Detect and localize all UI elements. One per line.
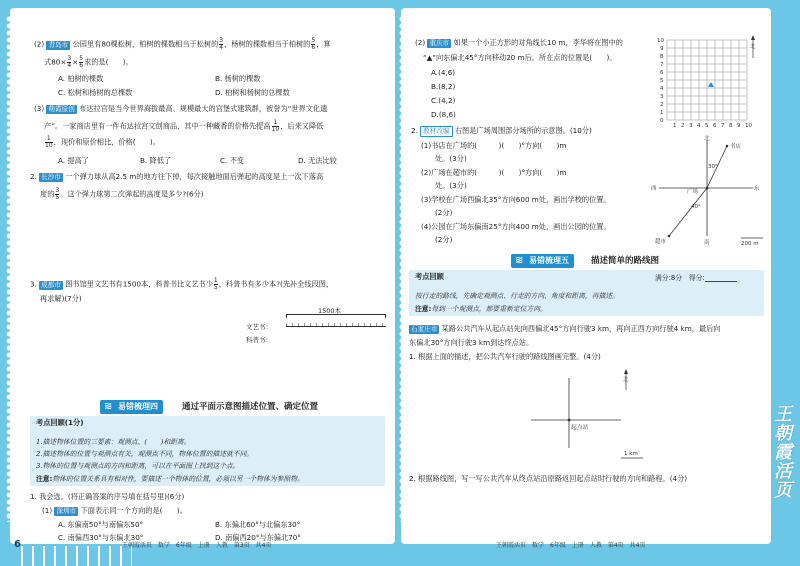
left-footer-text: 王朝霞活页 数学 6年级 上册 人教 第3页 共4页 — [122, 542, 272, 549]
q2-fraction-3 — [67, 56, 71, 69]
map-scale-label: 200 m — [741, 241, 759, 247]
map-item-2: (2)广场在超市的( )( )°方向( )m — [421, 168, 567, 177]
q2-f2-num: 5 — [311, 37, 316, 44]
grid-y-tick: 3 — [660, 94, 664, 100]
grid-y-tick: 0 — [660, 118, 664, 124]
review-line-1: 1.描述物体位置的三要素：观测点、( )和距离。 — [36, 438, 191, 446]
section-5-note — [415, 303, 547, 313]
section-5-score-text: 满分:8分 得分: — [655, 274, 705, 282]
p3-f-num: 1 — [213, 277, 218, 284]
grid-x-tick: 2 — [681, 123, 685, 129]
section-5-note-text: 每到一个观测点，都要重新定位方向。 — [431, 305, 547, 313]
r-q2-line1 — [415, 38, 623, 48]
market-line — [669, 188, 707, 236]
grid-x-tick: 7 — [721, 123, 725, 129]
p2-number: 2. — [30, 172, 37, 181]
grid-x-tick: 3 — [689, 123, 693, 129]
choose-title: 1. 我会选。(将正确答案的序号填在括号里)(6分) — [30, 492, 185, 501]
page-number: 6 — [14, 539, 21, 550]
section-4-banner — [100, 400, 380, 414]
p3-city-tag: 成都市 — [41, 280, 61, 289]
section-5-banner — [511, 254, 761, 268]
q2-f4-num: 5 — [79, 55, 84, 62]
section-4-tag: ≋ 易错梳理四 — [100, 400, 163, 414]
map-intro-text: 右图是广场周围部分场所的示意图。(10分) — [454, 126, 592, 135]
q3-line1 — [34, 104, 327, 114]
q2-option-d[interactable]: D. 柏树和杨树的总棵数 — [215, 88, 290, 97]
q2-expr-a: 式80× — [44, 57, 67, 67]
segment-wenyi-label: 文艺书： — [246, 323, 272, 331]
q3-number: (3) — [34, 104, 45, 113]
map-item-4b: (2分) — [435, 235, 453, 244]
route-text-1: 某路公共汽车从起点站先向西偏北45°方向行驶3 km，再向正西方向行驶4 km，最后向 — [441, 324, 721, 333]
route-north-label: 北 — [623, 377, 629, 383]
map-item-3: (3)学校在广场西偏北35°方向600 m处，画出学校的位置。 — [421, 195, 611, 204]
map-item-1: (1)书店在广场的( )( )°方向( )m — [421, 141, 567, 150]
route-line1 — [409, 324, 720, 334]
route-scale-label: 1 km — [624, 451, 638, 457]
grid-x-tick: 5 — [705, 123, 709, 129]
choose-option-a[interactable]: A. 东偏南50°与南偏东50° — [58, 520, 144, 529]
start-station-point — [568, 419, 571, 422]
q3-option-a[interactable]: A. 提高了 — [58, 156, 89, 165]
bookstore-point — [726, 145, 729, 148]
grid-x-tick: 10 — [745, 123, 752, 129]
choose-option-b[interactable]: B. 东偏北60°与北偏东30° — [215, 520, 301, 529]
choose-option-c[interactable]: C. 南偏西30°与东偏北30° — [58, 533, 144, 542]
r-q2-city-tag: 重庆市 — [429, 39, 450, 47]
q2-option-b[interactable]: B. 杨树的棵数 — [215, 74, 261, 83]
route-question-2: 2. 根据路线图，写一写公共汽车从终点站沿原路返回起点站时行驶的方向和路程。(4分) — [409, 474, 688, 483]
map-item-3b: (2分) — [435, 208, 453, 217]
q3-f2-num: 1 — [46, 135, 51, 142]
grid-x-tick: 8 — [729, 123, 733, 129]
section-4-title: 通过平面示意图描述位置、确定位置 — [182, 402, 319, 412]
section-5-review-box — [409, 270, 764, 316]
compass-south: 南 — [704, 240, 710, 246]
q2-f3-num: 3 — [67, 55, 72, 62]
q2-expr-b: 求的是( )。 — [84, 57, 133, 67]
section-5-score-blank[interactable] — [705, 275, 737, 282]
q3-text-1: 布达拉宫是当今世界海拔最高、规模最大的宫堡式建筑群，被誉为“世界文化遗 — [79, 104, 328, 113]
route-city-tag: 石家庄市 — [411, 325, 438, 333]
q3-text-2: 产”。一家商店里有一件布达拉宫文创商品，其中一种藏香的价格先提高 — [44, 121, 271, 131]
left-page-scallop-edge — [6, 16, 12, 522]
p3-text-1a: 图书馆里文艺书有1500本，科普书比文艺书少 — [65, 279, 213, 289]
right-footer-text: 王朝霞活页 数学 6年级 上册 人教 第4页 共4页 — [496, 542, 646, 549]
grid-y-tick: 2 — [660, 102, 664, 108]
p2-text-1: 一个弹力球从高2.5 m的地方往下掉，每次接触地面后弹起的高度是上一次下落高 — [65, 172, 324, 181]
q2-text-c: ，算 — [316, 39, 331, 49]
section-5-tag: ≋ 易错梳理五 — [511, 254, 574, 268]
q2-text-a: 公园里有80棵松树，柏树的棵数相当于松树的 — [72, 39, 219, 49]
choose-city-tag: 深圳市 — [56, 507, 77, 515]
choose-sub-1 — [42, 506, 187, 516]
q3-f2-den: 10 — [45, 142, 53, 149]
grid-north-arrowhead-icon — [751, 35, 755, 40]
q2-number: (2) — [34, 39, 45, 49]
q3-f1-num: 1 — [273, 119, 278, 126]
route-north-arrowhead-icon — [624, 369, 628, 374]
q2-f2-den: 6 — [311, 44, 316, 51]
footer-decoration — [12, 546, 132, 566]
q2-expr-mid: × — [72, 57, 79, 67]
grid-y-tick: 10 — [657, 38, 664, 44]
section-5-score — [655, 272, 737, 282]
r-q2-text-2: “▲”向东偏北45°方向移动20 m后，所在点的位置是( )。 — [423, 53, 617, 62]
review-note-label: 注意: — [36, 475, 53, 483]
q2-fraction-4 — [79, 56, 83, 69]
grid-north-label: 北 — [750, 44, 756, 50]
q2-option-c[interactable]: C. 松树和杨树的总棵数 — [58, 88, 133, 97]
q2-option-a[interactable]: A. 柏树的棵数 — [58, 74, 104, 83]
q3-line3 — [44, 136, 160, 149]
p3-text-2: 再求解)(7分) — [40, 294, 82, 303]
triangle-marker-icon — [708, 82, 714, 87]
r-q2-option-c[interactable]: C.(4,2) — [431, 96, 456, 105]
choose-sub-text: 下面表示同一个方向的是( )。 — [80, 506, 187, 515]
r-q2-option-b[interactable]: B.(8,2) — [431, 82, 456, 91]
q3-fraction-1 — [272, 120, 280, 133]
map-intro — [411, 126, 592, 137]
grid-y-tick: 4 — [660, 86, 664, 92]
q2-f3-den: 4 — [67, 62, 72, 69]
segment-kepu-label: 科普书： — [246, 336, 272, 344]
map-number: 2. — [411, 126, 418, 135]
p2-fraction — [55, 188, 59, 201]
map-item-4: (4)公园在广场东偏南25°方向400 m处，画出公园的位置。 — [421, 222, 611, 231]
left-page — [10, 8, 395, 544]
compass-west: 西 — [651, 186, 657, 192]
compass-north: 北 — [704, 136, 710, 142]
section-5-note-label: 注意: — [415, 305, 432, 313]
review-note-text: 物体的位置关系具有相对性，要描述一个物体的位置，必须以另一个物体为参照物。 — [52, 475, 304, 483]
p3-f-den: 5 — [213, 284, 218, 291]
p3-fraction — [214, 278, 218, 291]
square-point — [706, 187, 709, 190]
grid-x-tick: 6 — [713, 123, 717, 129]
market-label: 超市 — [655, 239, 667, 245]
review-line-3: 3.物体的位置与观测点的方向和距离，可以在平面图上找到这个点。 — [36, 462, 240, 470]
q3-option-b[interactable]: B. 降低了 — [140, 156, 172, 165]
map-item-1b: 处。(3分) — [435, 154, 467, 163]
section-5-review-line: 按行走的路线，先确定观测点、行走的方向、角度和距离，再描述。 — [415, 292, 619, 300]
q2-f1-den: 4 — [219, 44, 224, 51]
q3-city-tag: 萌霞原创 — [48, 105, 75, 113]
segment-brace — [286, 314, 386, 318]
square-label: 广场 — [687, 189, 699, 195]
p2-f-den: 5 — [55, 194, 60, 201]
review-line-2: 2.描述物体的位置与观测点有关，观测点不同，物体位置的描述就不同。 — [36, 450, 254, 458]
section-4-review-label: 考点回顾(1分) — [36, 418, 84, 427]
q2-city-tag: 青岛市 — [48, 40, 69, 49]
choose-option-d[interactable]: D. 南偏西20°与东偏北70° — [215, 533, 301, 542]
route-question-1: 1. 根据上面的描述，把公共汽车行驶的路线图画完整。(4分) — [409, 352, 601, 361]
q3-f1-den: 10 — [271, 126, 280, 133]
p3-text-1b: ，科普书有多少本?(先补全线段图， — [218, 279, 334, 289]
section-4-review-box — [30, 416, 385, 486]
r-q2-option-a[interactable]: A.(4,6) — [431, 68, 456, 77]
p2-f-num: 3 — [55, 187, 60, 194]
grid-y-tick: 6 — [660, 70, 664, 76]
map-city-tag: 教材改编 — [420, 126, 452, 137]
r-q2-number: (2) — [415, 38, 426, 47]
q2-f1-num: 3 — [219, 37, 224, 44]
grid-y-tick: 1 — [660, 110, 664, 116]
grid-x-tick: 1 — [673, 123, 677, 129]
p2-line2 — [40, 188, 204, 201]
map-item-2b: 处。(3分) — [435, 181, 467, 190]
grid-y-tick: 5 — [660, 78, 664, 84]
q2-line1 — [34, 38, 331, 51]
segment-wenyi-line[interactable] — [286, 321, 386, 327]
angle-40-label: 40° — [691, 204, 701, 210]
brand-logo: 王 朝 霞 活 页 — [774, 404, 792, 501]
grid-x-tick: 4 — [697, 123, 701, 129]
q3-text-2b: ，后来又降低 — [280, 121, 324, 131]
q3-option-c[interactable]: C. 不变 — [220, 156, 244, 165]
grid-y-tick: 8 — [660, 54, 664, 60]
section-5-title: 描述简单的路线图 — [591, 256, 660, 266]
p2-text-2a: 度的 — [40, 189, 55, 199]
p3-number: 3. — [30, 279, 37, 289]
q3-fraction-2 — [45, 136, 53, 149]
q2-fraction-2 — [311, 38, 315, 51]
right-page — [401, 8, 771, 544]
review-note — [36, 473, 304, 483]
coordinate-grid — [657, 32, 761, 132]
q2-f4-den: 6 — [79, 62, 84, 69]
q2-line2 — [44, 56, 133, 69]
bookstore-label: 书店 — [730, 144, 742, 150]
r-q2-text-1: 如果一个小正方形的对角线长10 m，李华将在图中的 — [453, 38, 623, 47]
grid-y-tick: 9 — [660, 46, 664, 52]
r-q2-option-d[interactable]: D.(8,6) — [431, 110, 456, 119]
q3-line2 — [44, 120, 323, 133]
p3-line1 — [30, 278, 333, 291]
q3-option-d[interactable]: D. 无法比较 — [298, 156, 337, 165]
q3-text-3: ，现价和原价相比，价格( )。 — [53, 137, 160, 147]
section-5-review-label: 考点回顾 — [415, 272, 444, 281]
route-text-2: 东偏北30°方向行驶3 km到达终点站。 — [409, 338, 534, 347]
q2-fraction-1 — [219, 38, 223, 51]
market-point — [668, 235, 671, 238]
p2-text-2b: 。这个弹力球第二次弹起的高度是多少?(6分) — [60, 189, 204, 199]
compass-map — [641, 132, 766, 248]
angle-30-label: 30° — [708, 164, 718, 170]
grid-x-tick: 9 — [737, 123, 741, 129]
q2-text-b: ，杨树的棵数相当于柏树的 — [224, 39, 311, 49]
right-page-scallop-edge — [399, 16, 405, 522]
segment-total-label: 1500本 — [318, 307, 342, 315]
p2-line1 — [30, 172, 323, 182]
start-station-label: 起点站 — [571, 425, 589, 431]
compass-east: 东 — [754, 186, 760, 192]
grid-y-tick: 7 — [660, 62, 664, 68]
p2-city-tag: 长沙市 — [41, 173, 61, 181]
choose-sub-number: (1) — [42, 506, 53, 515]
route-diagram[interactable] — [531, 368, 671, 468]
